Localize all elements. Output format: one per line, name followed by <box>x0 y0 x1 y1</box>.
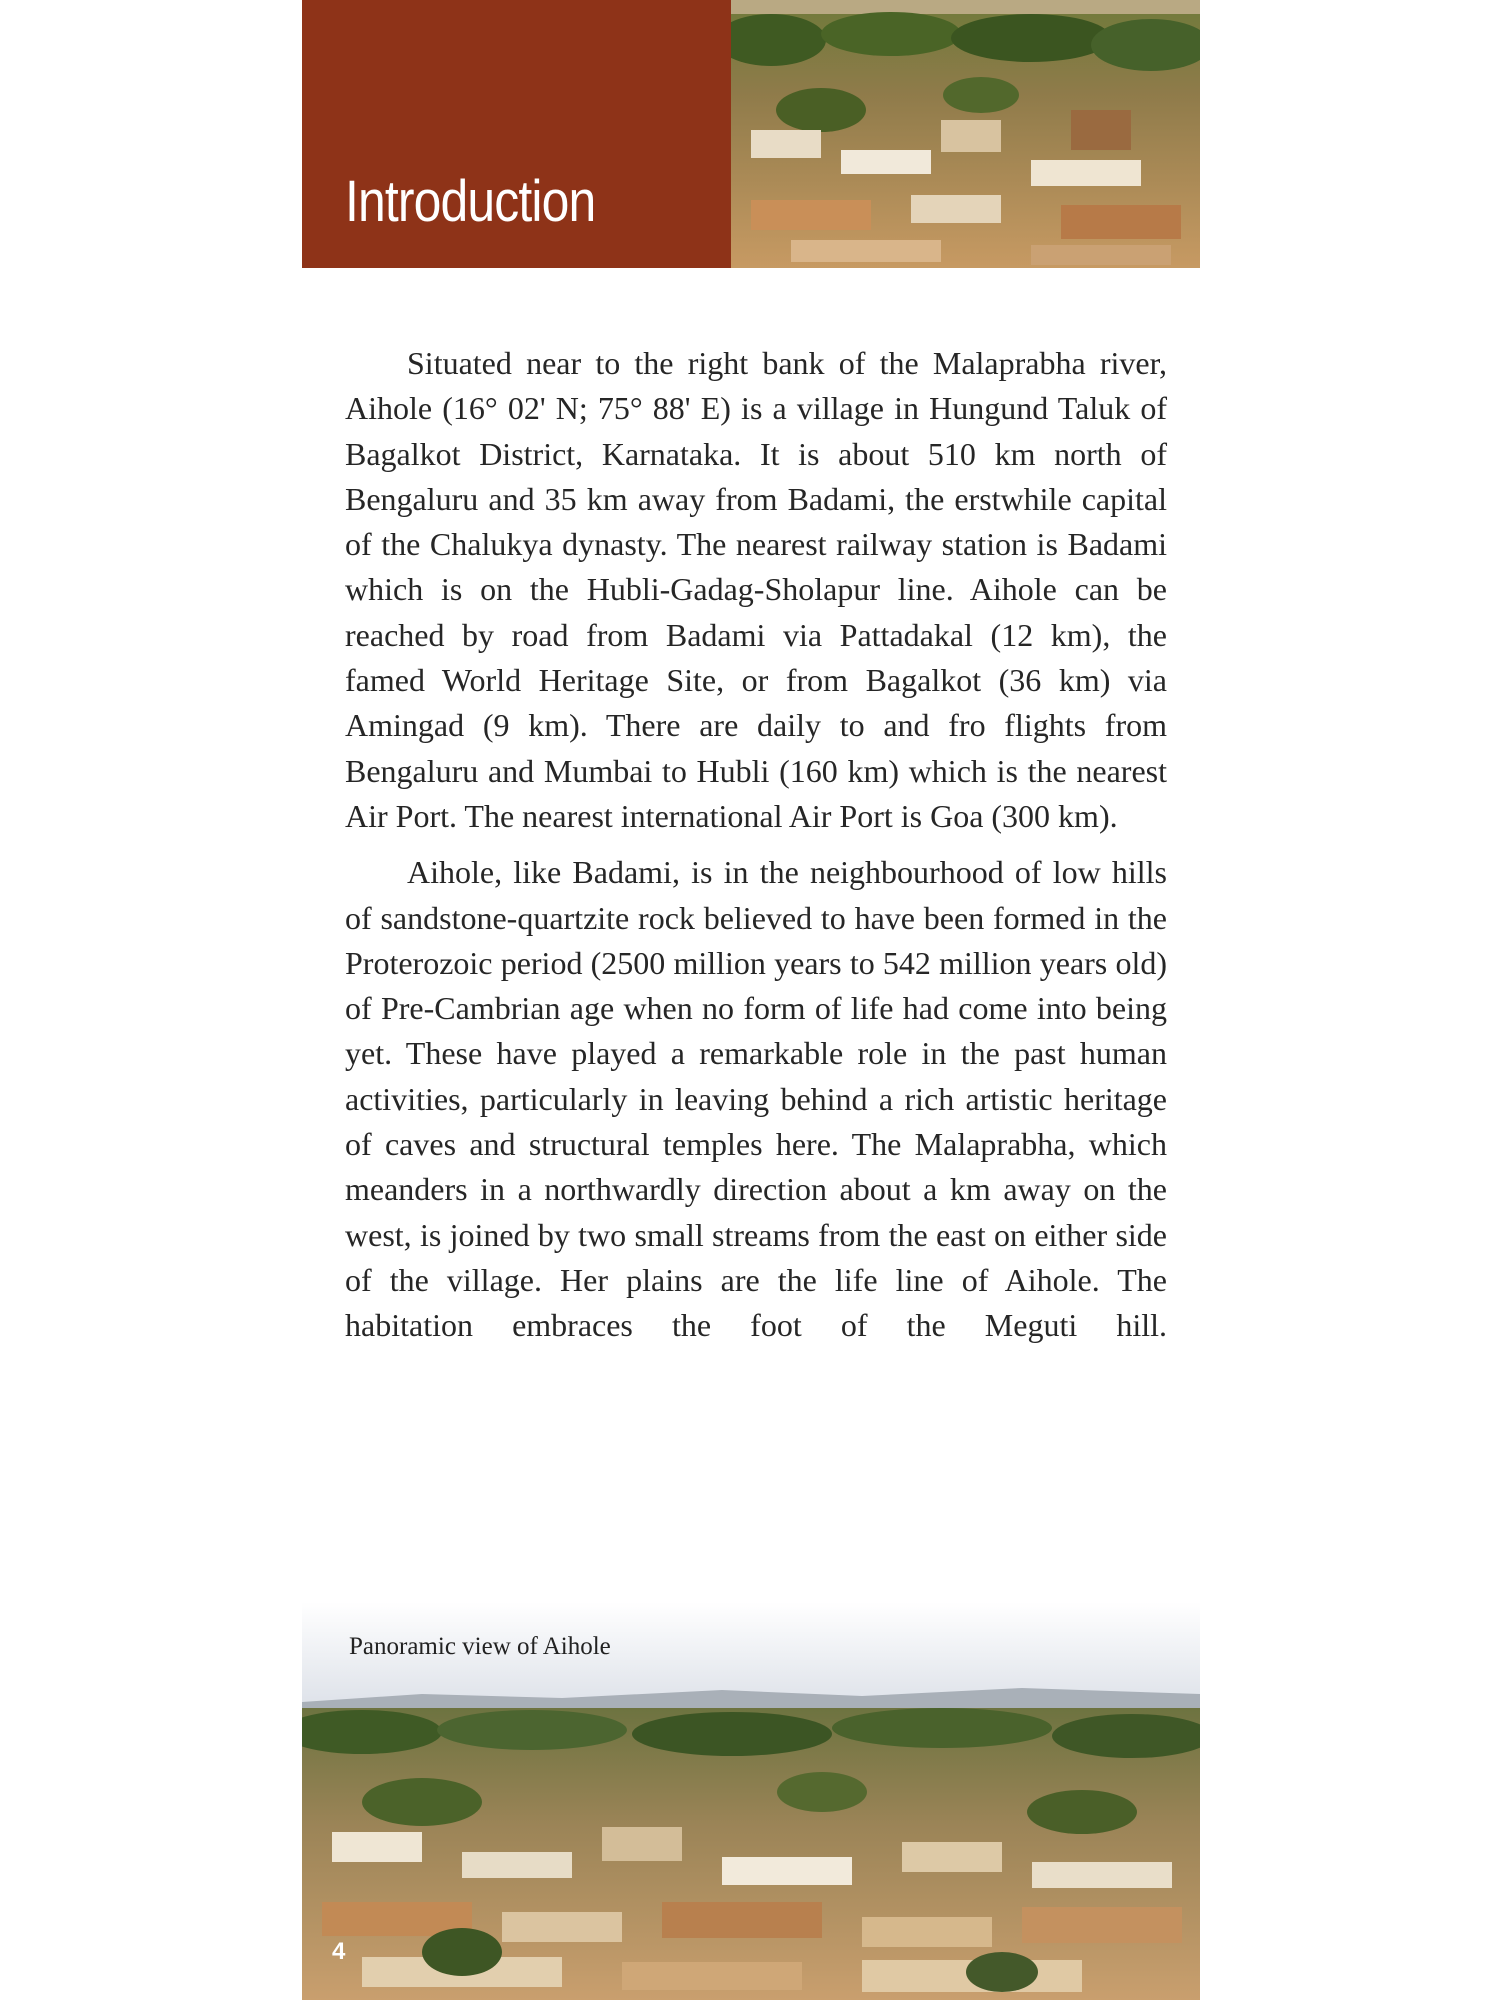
header-band <box>302 0 731 268</box>
brochure-page <box>302 0 1200 2000</box>
page-title: Introduction <box>345 169 596 234</box>
village-photo-icon <box>731 0 1200 268</box>
page-number: 4 <box>332 1938 346 1965</box>
panoramic-photo-icon <box>302 1602 1200 2000</box>
intro-text <box>345 341 1167 1360</box>
paragraph-geology: Aihole, like Badami, is in the neighbourhood of low hills of sandstone-quartzite rock believed to have been formed in the Proterozoic period (2500 million years to 542 million years old) of Pre-Cambrian age when no form of life had come into being yet. These have played a remarkable role in the past human activities, particularly in leaving behind a rich artistic heritage of caves and structural temples here. The Malaprabha, which meanders in a northwardly direction about a km away on the west, is joined by two small streams from the east on either side of the village. Her plains are the life line of Aihole. The habitation embraces the foot of the Meguti hill. <box>345 854 1167 1344</box>
paragraph-location: Situated near to the right bank of the Malaprabha river, Aihole (16° 02' N; 75° 88' E) is a village in Hungund Taluk of Bagalkot District, Karnataka. It is about 510 km north of Bengaluru and 35 km away from Badami, the erstwhile capital of the Chalukya dynasty. The nearest railway station is Badami which is on the Hubli-Gadag-Sholapur line. Aihole can be reached by road from Badami via Pattadakal (12 km), the famed World Heritage Site, or from Bagalkot (36 km) via Amingad (9 km). There are daily to and fro flights from Bengaluru and Mumbai to Hubli (160 km) which is the nearest Air Port. The nearest international Air Port is Goa (300 km). <box>345 345 1167 834</box>
figure-caption: Panoramic view of Aihole <box>349 1633 611 1660</box>
